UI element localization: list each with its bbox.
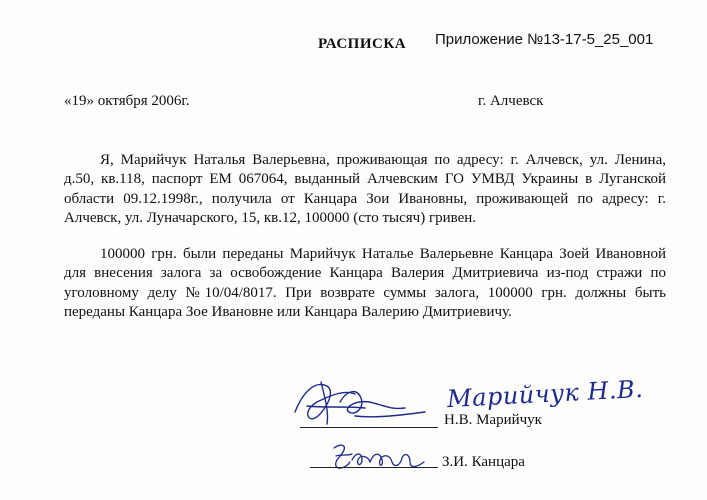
signer-name-1: Н.В. Марийчук xyxy=(444,412,542,428)
signature-scribble-2 xyxy=(330,440,430,474)
paragraph-transfer: 100000 грн. были переданы Марийчук Наталье Валерьевне Канцара Зоей Ивановной для внесения залога за освобождение Канцара Валерия Дмитриевича из-под стражи по уголовному делу №10/04/8017. При возврате суммы залога, 100000 грн. должны быть переданы Канцара Зое Ивановне или Канцара Валерию Дмитриевичу. xyxy=(64,246,666,321)
signature-handwritten-1: Марийчук Н.В. xyxy=(446,374,644,414)
signature-line-2 xyxy=(310,467,438,468)
appendix-label: Приложение №13-17-5_25_001 xyxy=(435,31,654,48)
signature-scribble-1 xyxy=(285,372,445,432)
signer-name-2: З.И. Канцара xyxy=(442,454,525,470)
signature-line-1 xyxy=(300,427,438,428)
document-date: «19» октября 2006г. xyxy=(64,93,190,109)
paragraph-receipt: Я, Марийчук Наталья Валерьевна, проживающая по адресу: г. Алчевск, ул. Ленина, д.50, кв.118, паспорт ЕМ 067064, выданный Алчевским ГО УМВД Украины в Луганской области 09.12.1998г., получила от Канцара Зои Ивановны, проживающей по адресу: г. Алчевск, ул. Луначарского, 15, кв.12, 100000 (сто тысяч) гривен. xyxy=(64,152,666,227)
document-city: г. Алчевск xyxy=(478,93,544,109)
document-title: РАСПИСКА xyxy=(318,36,407,52)
